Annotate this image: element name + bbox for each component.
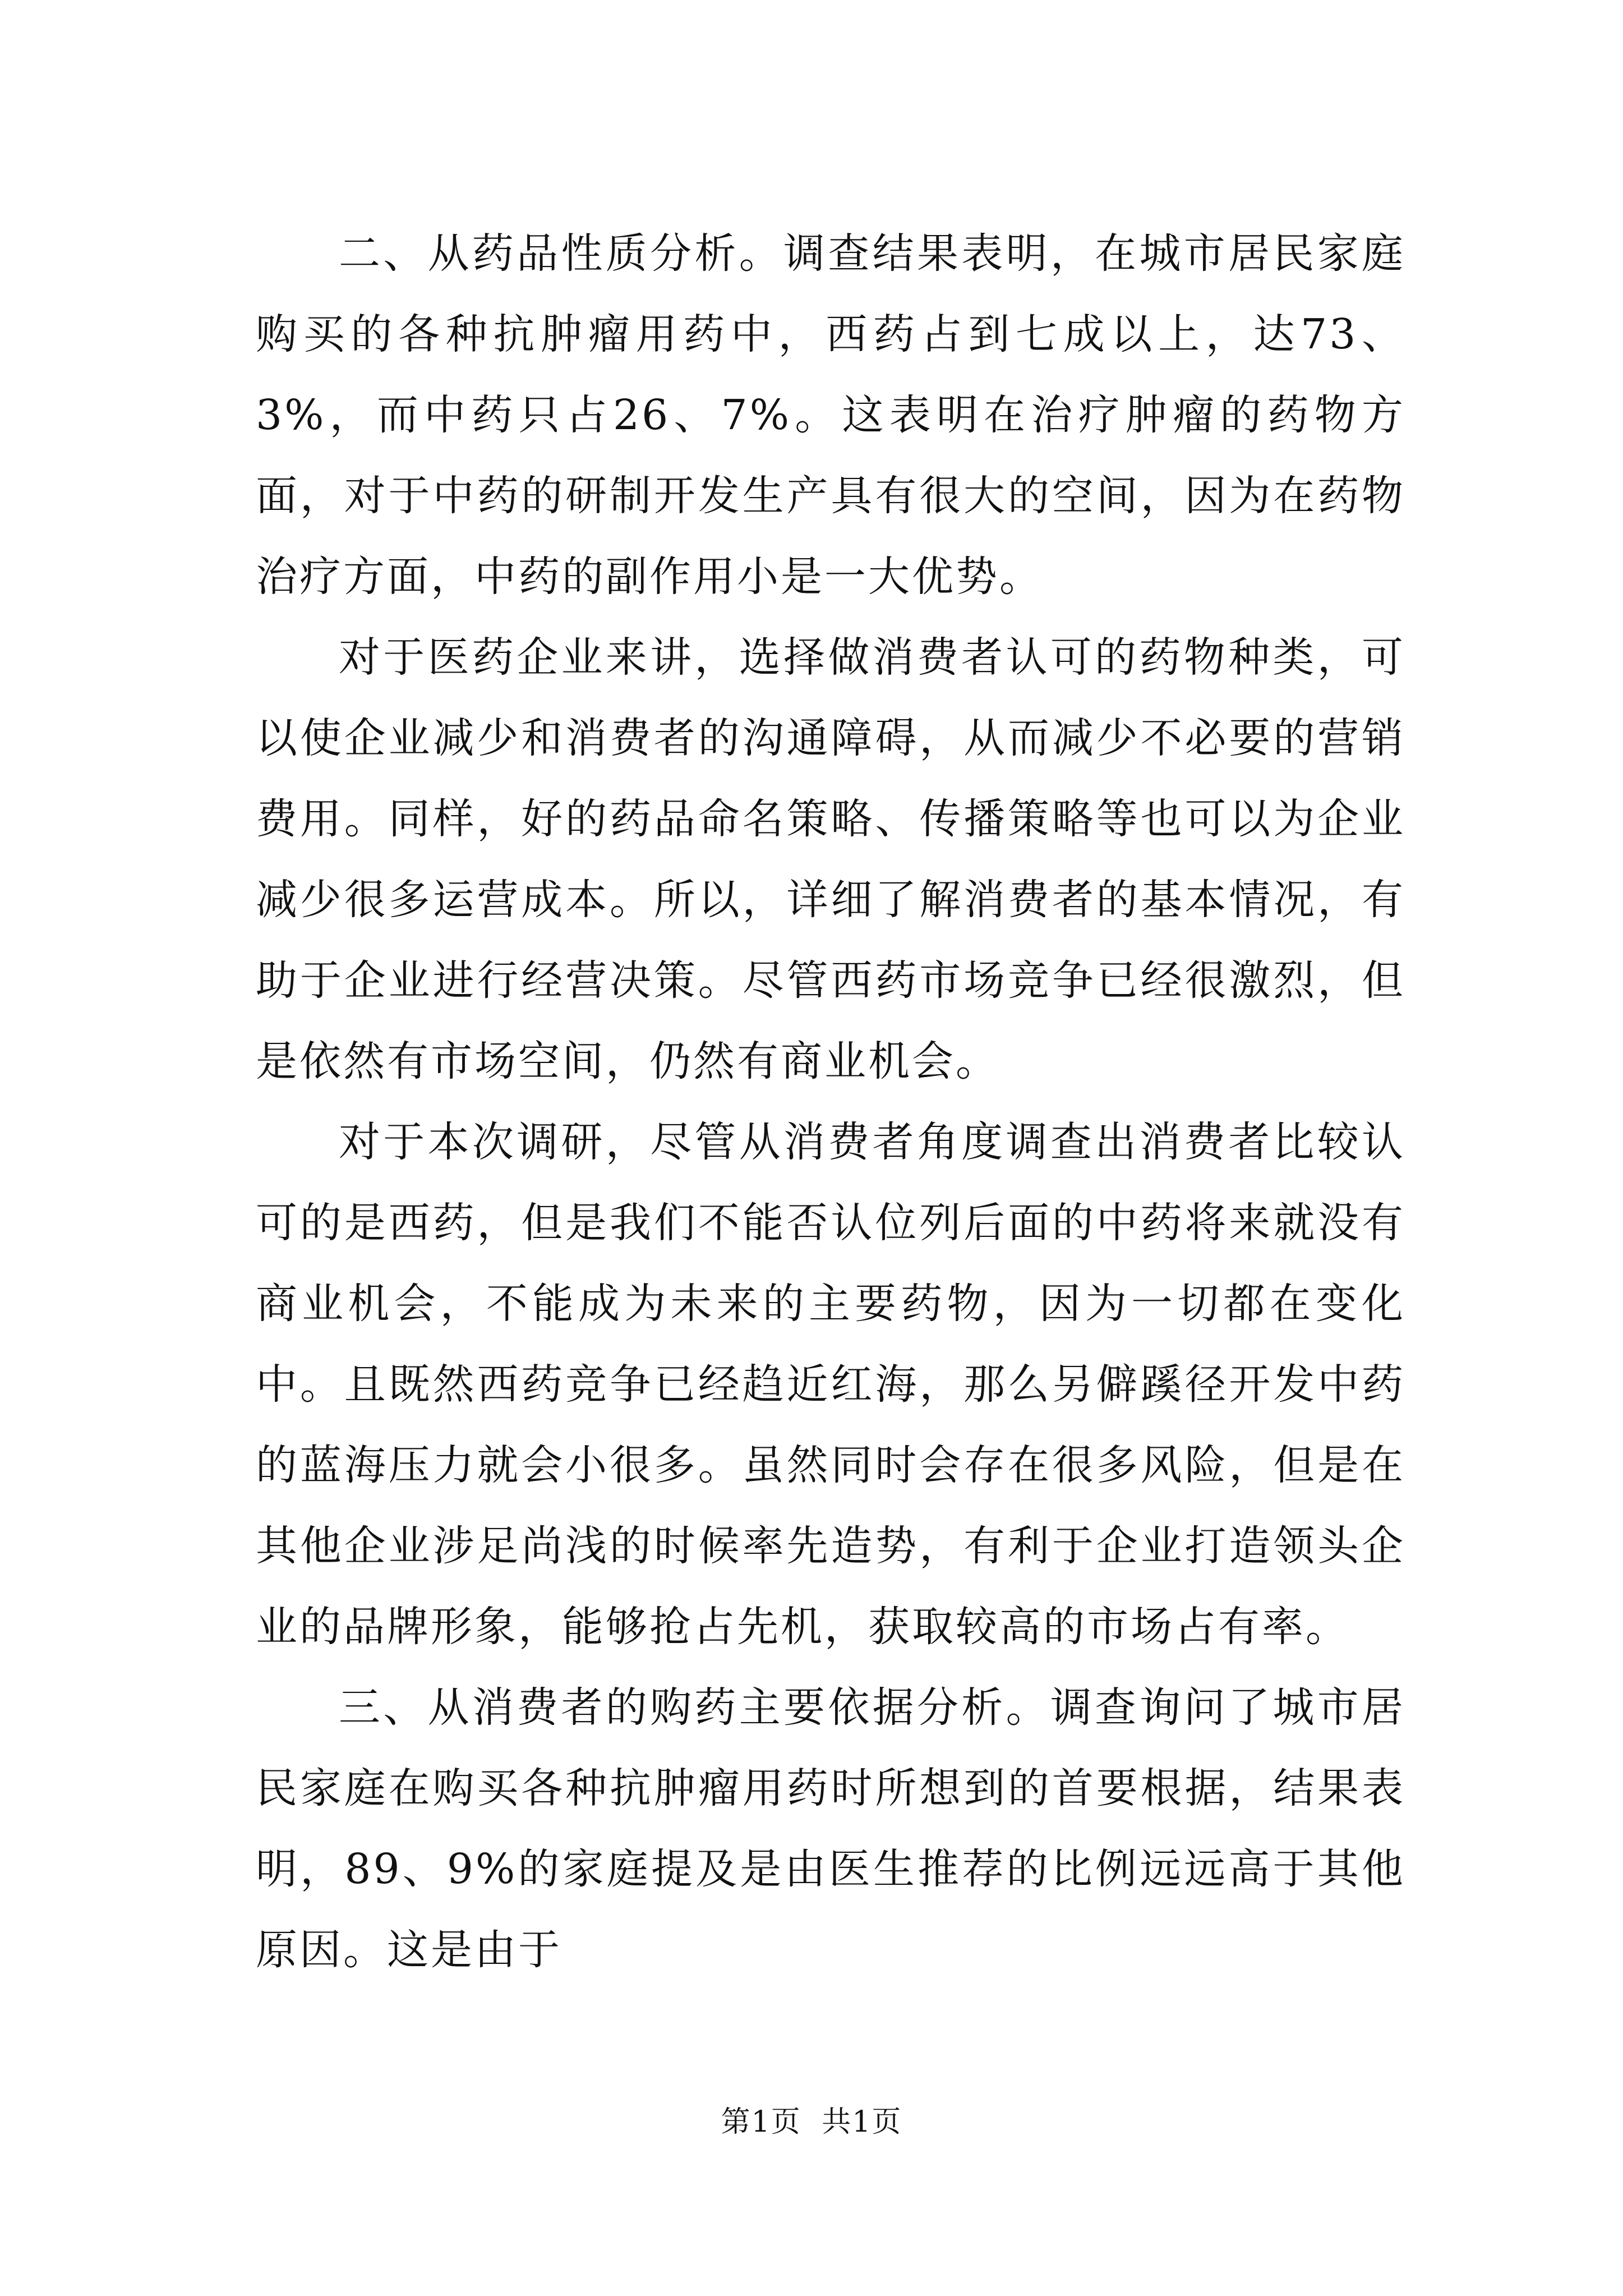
page-footer [0, 2098, 1623, 2140]
paragraph-purchase-basis: 三、从消费者的购药主要依据分析。调查询问了城市居民家庭在购买各种抗肿瘤用药时所想到的首要根据，结果表明，89、9%的家庭提及是由医生推荐的比例远远高于其他原因。这是由于 [256, 1683, 1405, 1974]
paragraph-enterprise: 对于医药企业来讲，选择做消费者认可的药物种类，可以使企业减少和消费者的沟通障碍，从而减少不必要的营销费用。同样，好的药品命名策略、传播策略等也可以为企业减少很多运营成本。所以，详细了解消费者的基本情况，有助于企业进行经营决策。尽管西药市场竞争已经很激烈，但是依然有市场空间，仍然有商业机会。 [256, 633, 1405, 1085]
page-total: 共1页 [822, 2105, 902, 2139]
page-number: 第1页 [721, 2105, 801, 2139]
document-body [256, 213, 1405, 1990]
paragraph-research: 对于本次调研，尽管从消费者角度调查出消费者比较认可的是西药，但是我们不能否认位列后面的中药将来就没有商业机会，不能成为未来的主要药物，因为一切都在变化中。且既然西药竞争已经趋近红海，那么另僻蹊径开发中药的蓝海压力就会小很多。虽然同时会存在很多风险，但是在其他企业涉足尚浅的时候率先造势，有利于企业打造领头企业的品牌形象，能够抢占先机，获取较高的市场占有率。 [256, 1118, 1405, 1651]
paragraph-drug-nature: 二、从药品性质分析。调查结果表明，在城市居民家庭购买的各种抗肿瘤用药中，西药占到七成以上，达73、3%，而中药只占26、7%。这表明在治疗肿瘤的药物方面，对于中药的研制开发生产具有很大的空间，因为在药物治疗方面，中药的副作用小是一大优势。 [256, 229, 1405, 601]
